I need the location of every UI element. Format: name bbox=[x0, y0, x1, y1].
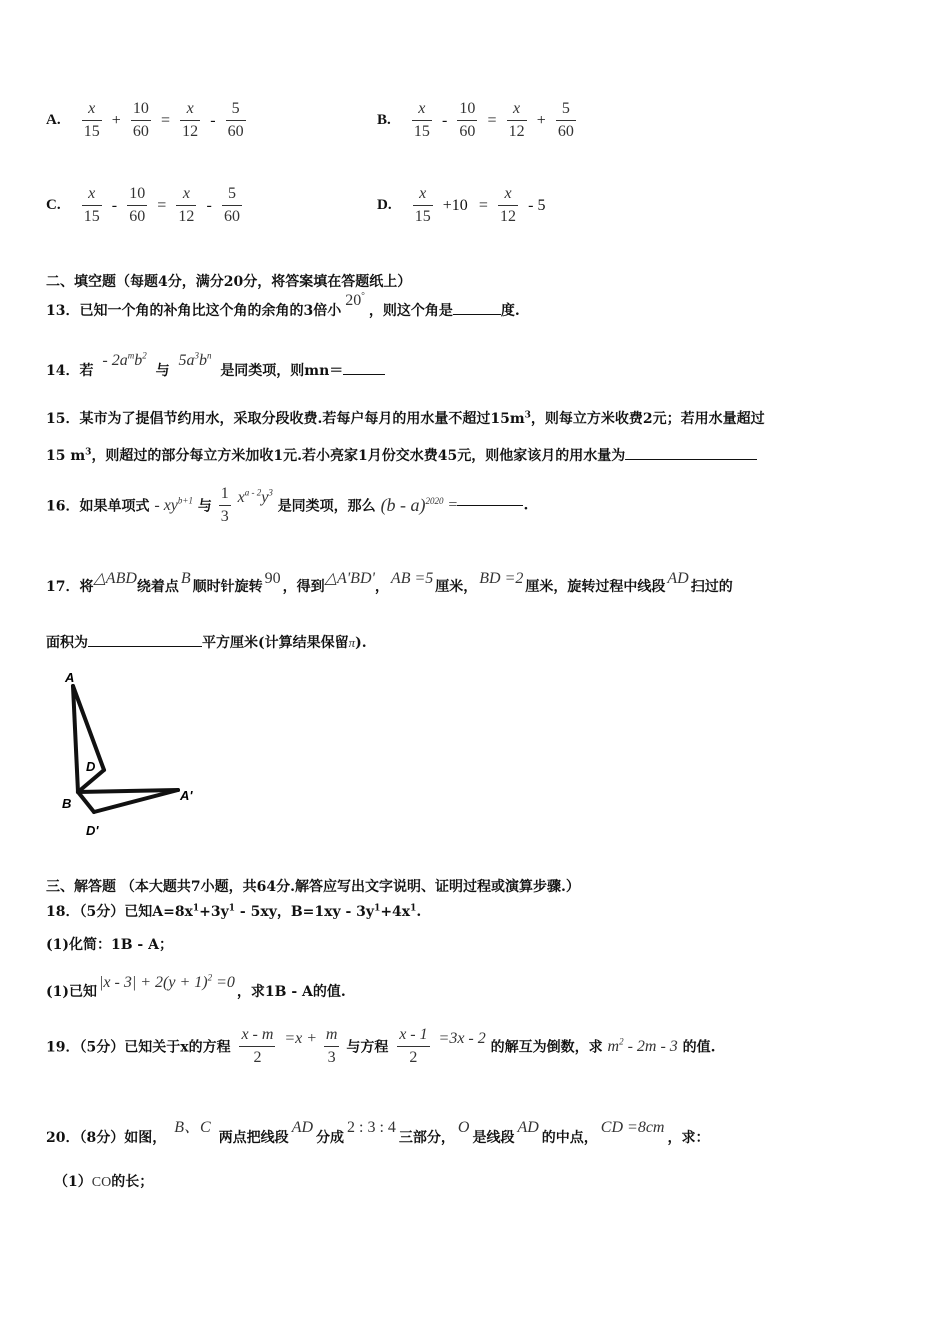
fraction: $\frac{5}{60}$ bbox=[557, 100, 574, 140]
fraction: $\frac{x - m}{2}$ bbox=[241, 1026, 274, 1066]
question-15-line1: 15．某市为了提倡节约用水，采取分段收费.若每户每月的用水量不超过$15m^3$，则每立方米收费2元；若用水量超过 bbox=[46, 410, 765, 427]
equals: = bbox=[157, 196, 167, 214]
operator: - bbox=[210, 111, 216, 129]
label-a: A bbox=[65, 670, 75, 685]
question-18: 18．（5分）已知$A=8x^1+3y^1 - 5xy$，$B=1xy - 3y^1+4x^1$. bbox=[46, 903, 422, 920]
question-20: 20．（8分）如图，B、C两点把线段AD分成2 : 3 : 4三部分，O是线段AD的中点，CD =8cm，求： bbox=[46, 1119, 710, 1146]
fraction: $\frac{5}{60}$ bbox=[223, 185, 240, 225]
option-c[interactable] bbox=[46, 185, 244, 226]
fraction: $\frac{x}{15}$ bbox=[413, 100, 430, 140]
question-14: 14．若 - $2a^mb^2$ 与 $5a^3b^n$ 是同类项，则mn＝ bbox=[46, 360, 385, 380]
fraction: $\frac{x}{15}$ bbox=[414, 185, 431, 225]
question-13: 13．已知一个角的补角比这个角的余角的3倍小20°，则这个角是 度. bbox=[46, 290, 520, 319]
angle-value: 20° bbox=[345, 290, 365, 309]
fraction: $\frac{5}{60}$ bbox=[227, 100, 244, 140]
operator: +10 bbox=[442, 196, 468, 214]
fraction: $\frac{m}{3}$ bbox=[325, 1026, 338, 1066]
answer-blank[interactable] bbox=[457, 505, 523, 506]
fraction: $\frac{10}{60}$ bbox=[132, 100, 149, 140]
monomial: - $xy^{b+1}$ bbox=[154, 495, 193, 515]
question-16: 16．如果单项式 - $xy^{b+1}$ 与 $\frac{1}{3}$ $x^{a - 2}y^3$ 是同类项，那么 (b - a)$^{2020}$ = . bbox=[46, 485, 529, 525]
label-a-prime: A' bbox=[180, 788, 193, 803]
fraction: $\frac{x}{15}$ bbox=[83, 100, 100, 140]
power-expression: (b - a)$^{2020}$ bbox=[380, 495, 444, 515]
question-18-part1: (1)化简：1B - A； bbox=[46, 937, 173, 953]
monomial: - $2a^mb^2$ bbox=[102, 350, 147, 369]
option-label: D. bbox=[377, 197, 392, 213]
fraction: $\frac{x}{12}$ bbox=[178, 185, 195, 225]
option-label: A. bbox=[46, 112, 61, 128]
answer-blank[interactable] bbox=[625, 459, 757, 460]
monomial: $x^{a - 2}y^3$ bbox=[237, 487, 273, 507]
fraction: $\frac{x - 1}{2}$ bbox=[399, 1026, 428, 1066]
equals: = bbox=[478, 196, 488, 214]
question-18-part2: (1)已知$|x - 3| + 2(y + 1)^2 =0$，求1B - A的值. bbox=[46, 972, 346, 1000]
operator: + bbox=[111, 111, 121, 129]
label-d-prime: D' bbox=[86, 823, 99, 838]
answer-blank[interactable] bbox=[453, 314, 501, 315]
fraction: $\frac{10}{60}$ bbox=[129, 185, 146, 225]
section-title: 二、填空题（每题4分，满分20分，将答案填在答题纸上） bbox=[46, 274, 412, 290]
option-b[interactable] bbox=[377, 100, 578, 141]
section-title: 三、解答题 （本大题共7小题，共64分.解答应写出文字说明、证明过程或演算步骤.） bbox=[46, 879, 580, 895]
triangle-lines bbox=[73, 686, 178, 812]
question-20-part1: （1）CO的长； bbox=[54, 1174, 154, 1190]
option-label: C. bbox=[46, 197, 61, 213]
operator: - bbox=[111, 196, 118, 214]
answer-blank[interactable] bbox=[88, 646, 202, 647]
equals: = bbox=[161, 111, 171, 129]
fraction: $\frac{x}{15}$ bbox=[83, 185, 100, 225]
option-a[interactable] bbox=[46, 100, 248, 141]
condition-expression: $|x - 3| + 2(y + 1)^2 =0$ bbox=[99, 972, 235, 991]
fraction: $\frac{1}{3}$ bbox=[220, 485, 229, 525]
operator: + bbox=[536, 111, 546, 129]
question-19: 19．（5分）已知关于x的方程 $\frac{x - m}{2}$ =x + $\frac{m}{3}$ 与方程 $\frac{x - 1}{2}$ =3x - 2 的解互为倒数，求 $m^2 - 2m - 3$ 的值. bbox=[46, 1026, 716, 1066]
operator: - 5 bbox=[528, 196, 546, 214]
operator: - bbox=[441, 111, 448, 129]
option-label: B. bbox=[377, 112, 391, 128]
polynomial: $m^2 - 2m - 3$ bbox=[607, 1036, 678, 1056]
fraction: $\frac{x}{12}$ bbox=[500, 185, 517, 225]
answer-blank[interactable] bbox=[343, 374, 385, 375]
fraction: $\frac{x}{12}$ bbox=[508, 100, 525, 140]
monomial: $5a^3b^n$ bbox=[178, 350, 212, 369]
question-17-line2: 面积为 平方厘米(计算结果保留π). bbox=[46, 635, 367, 651]
operator: - bbox=[206, 196, 212, 214]
fraction: $\frac{x}{12}$ bbox=[182, 100, 199, 140]
equals: = bbox=[487, 111, 497, 129]
option-d[interactable] bbox=[377, 185, 548, 226]
question-15-line2: 15 $m^3$，则超过的部分每立方米加收1元.若小亮家1月份交水费45元，则他家该月的用水量为 bbox=[46, 445, 757, 465]
fraction: $\frac{10}{60}$ bbox=[459, 100, 476, 140]
label-d: D bbox=[86, 759, 96, 774]
question-17-line1: 17．将△ABD绕着点 B 顺时针旋转 90 ，得到△A'BD'， AB =5 厘米， BD =2 厘米，旋转过程中线段 AD 扫过的 bbox=[46, 570, 733, 595]
rotation-figure bbox=[60, 662, 210, 847]
label-b: B bbox=[62, 796, 72, 811]
